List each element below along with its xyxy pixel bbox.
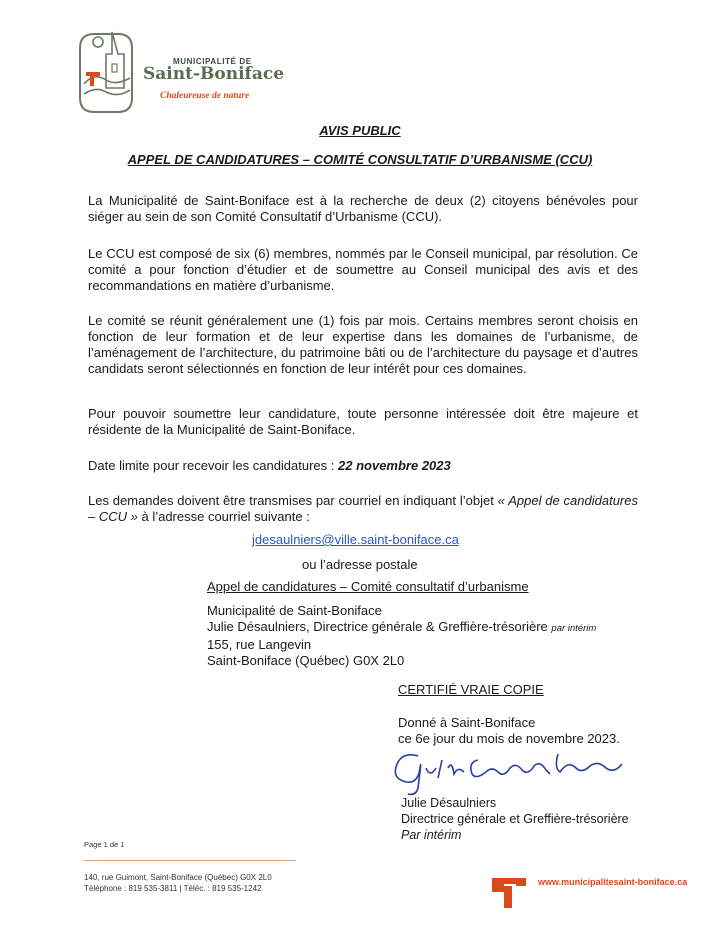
municipality-label: MUNICIPALITÉ DE xyxy=(173,57,252,66)
postal-address xyxy=(207,603,667,669)
footer-address-line-2: Téléphone : 819 535-3811 | Téléc. : 819 535-1242 xyxy=(84,884,262,893)
given-line-1: Donné à Saint-Boniface xyxy=(398,715,536,730)
paragraph-submission xyxy=(88,493,638,525)
footer-address-line-1: 140, rue Guimont, Saint-Boniface (Québec) G0X 2L0 xyxy=(84,873,272,882)
footer-website-link[interactable]: www.municipalitesaint-boniface.ca xyxy=(538,877,688,887)
submission-text-start: Les demandes doivent être transmises par courriel en indiquant l’objet xyxy=(88,493,498,508)
given-line-2: ce 6e jour du mois de novembre 2023. xyxy=(398,731,620,746)
submission-subject: « Appel de candidatures – CCU » xyxy=(88,493,638,524)
signer-block xyxy=(401,795,629,843)
paragraph-meetings: Le comité se réunit généralement une (1) fois par mois. Certains membres seront choisis en fonction de leur formation et de leur expertise dans les domaines de l’urbanisme, de l’aménagement de l’architecture, du patrimoine bâti ou de l’architecture du paysage et d’autres candidats seront sélectionnés en fonction de leur intérêt pour ces domaines. xyxy=(88,313,638,376)
paragraph-deadline xyxy=(88,458,638,474)
deadline-date: 22 novembre 2023 xyxy=(338,458,451,473)
municipality-tagline: Chaleureuse de nature xyxy=(160,91,250,101)
footer-address xyxy=(84,872,272,894)
address-heading: Appel de candidatures – Comité consultatif d’urbanisme xyxy=(207,579,529,594)
address-line-1: Municipalité de Saint-Boniface xyxy=(207,603,382,618)
address-line-3: 155, rue Langevin xyxy=(207,637,312,652)
postal-alternative: ou l’adresse postale xyxy=(302,557,418,572)
paragraph-intro: La Municipalité de Saint-Boniface est à la recherche de deux (2) citoyens bénévoles pour siéger au sein de son Comité Consultatif d’Urbanisme (CCU). xyxy=(88,193,638,224)
address-recipient-suffix: par intérim xyxy=(551,623,597,634)
paragraph-composition: Le CCU est composé de six (6) membres, nommés par le Conseil municipal, par résolution. Ce comité a pour fonction d’étudier et de soumettre au Conseil municipal des avis et des recommandations en matière d’urbanisme. xyxy=(88,246,638,293)
contact-email-link[interactable]: jdesaulniers@ville.saint-boniface.ca xyxy=(252,532,459,547)
address-line-2 xyxy=(207,619,667,637)
page-number: Page 1 de 1 xyxy=(84,840,125,849)
municipality-name: Saint-Boniface xyxy=(143,64,285,84)
footer-brand-icon xyxy=(490,872,530,912)
address-line-4: Saint-Boniface (Québec) G0X 2L0 xyxy=(207,653,405,668)
handwritten-signature-icon xyxy=(378,738,638,798)
signer-role: Directrice générale et Greffière-trésorière xyxy=(401,812,629,826)
submission-text-end: à l’adresse courriel suivante : xyxy=(137,509,310,524)
paragraph-eligibility: Pour pouvoir soumettre leur candidature, toute personne intéressée doit être majeure et résidente de la Municipalité de Saint-Boniface. xyxy=(88,406,638,437)
certification-heading: CERTIFIÉ VRAIE COPIE xyxy=(398,682,544,697)
municipality-logo-icon xyxy=(72,28,140,118)
notice-subtitle: APPEL DE CANDIDATURES – COMITÉ CONSULTATIF D’URBANISME (CCU) xyxy=(127,152,593,167)
signer-role-suffix: Par intérim xyxy=(401,828,462,842)
footer-divider xyxy=(84,860,296,861)
notice-title: AVIS PUBLIC xyxy=(319,123,401,138)
deadline-label: Date limite pour recevoir les candidatures : xyxy=(88,458,339,473)
address-recipient: Julie Désaulniers, Directrice générale & Greffière-trésorière xyxy=(207,619,548,634)
signer-name: Julie Désaulniers xyxy=(401,796,497,810)
